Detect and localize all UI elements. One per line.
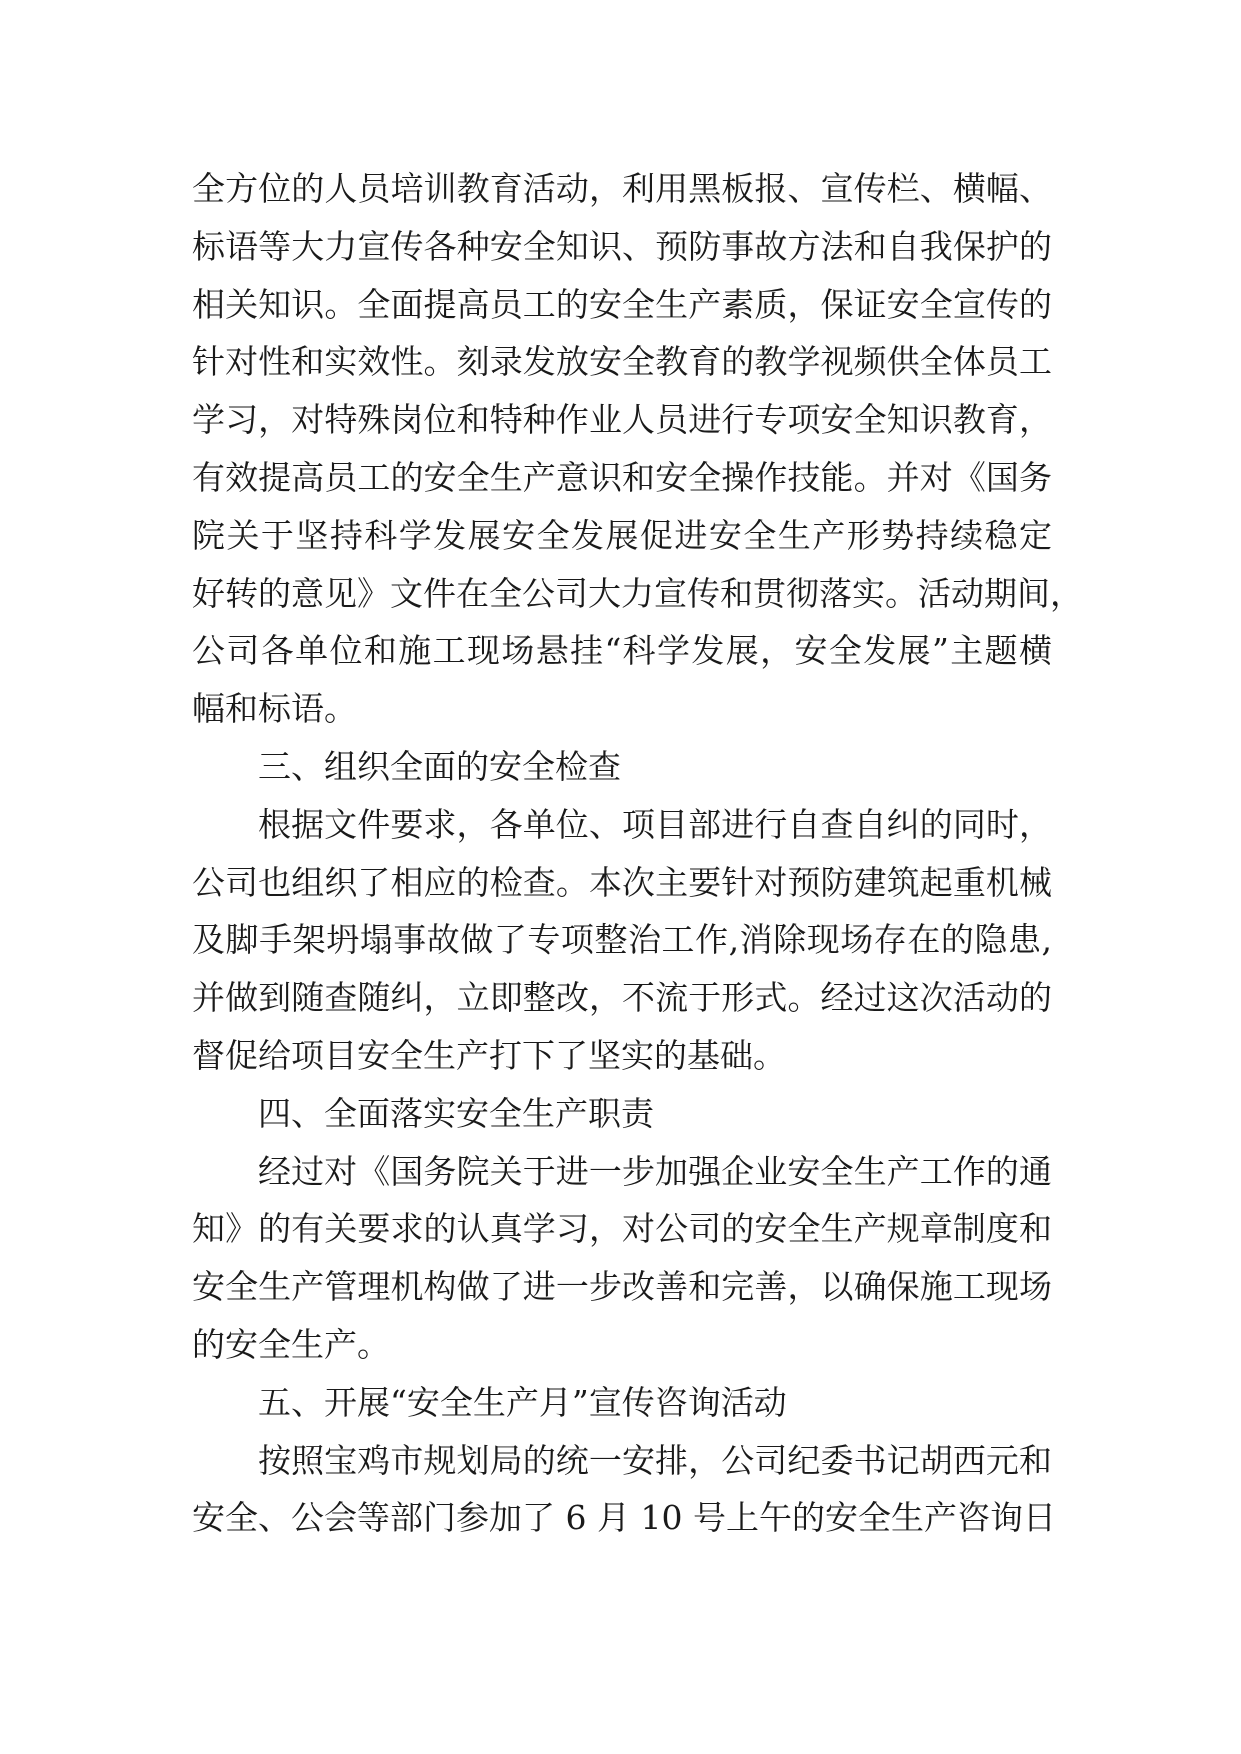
- text-line: 安全生产管理机构做了进一步改善和完善，以确保施工现场: [192, 1267, 1052, 1307]
- text-line: 并做到随查随纠，立即整改，不流于形式。经过这次活动的: [192, 978, 1052, 1018]
- text-line: 的安全生产。: [192, 1324, 390, 1364]
- text-line: 公司各单位和施工现场悬挂“科学发展，安全发展”主题横: [192, 631, 1052, 671]
- text-line: 标语等大力宣传各种安全知识、预防事故方法和自我保护的: [192, 226, 1052, 266]
- text-line: 好转的意见》文件在全公司大力宣传和贯彻落实。活动期间，: [192, 573, 1083, 613]
- text-line: 学习，对特殊岗位和特种作业人员进行专项安全知识教育，: [192, 400, 1052, 440]
- text-line: 安全、公会等部门参加了 6 月 10 号上午的安全生产咨询日: [192, 1498, 1056, 1538]
- section-heading: 五、开展“安全生产月”宣传咨询活动: [258, 1382, 787, 1422]
- text-line: 针对性和实效性。刻录发放安全教育的教学视频供全体员工: [192, 342, 1052, 382]
- text-line: 幅和标语。: [192, 689, 357, 729]
- document-body: [192, 160, 1083, 1547]
- text-line: 督促给项目安全生产打下了坚实的基础。: [192, 1035, 786, 1075]
- paragraph-first-line: 经过对《国务院关于进一步加强企业安全生产工作的通: [258, 1151, 1052, 1191]
- text-line: 公司也组织了相应的检查。本次主要针对预防建筑起重机械: [192, 862, 1052, 902]
- text-line: 全方位的人员培训教育活动，利用黑板报、宣传栏、横幅、: [192, 169, 1052, 208]
- text-line: 相关知识。全面提高员工的安全生产素质，保证安全宣传的: [192, 284, 1052, 324]
- paragraph-first-line: 按照宝鸡市规划局的统一安排，公司纪委书记胡西元和: [258, 1440, 1052, 1480]
- text-line: 有效提高员工的安全生产意识和安全操作技能。并对《国务: [192, 457, 1052, 497]
- text-line: 及脚手架坍塌事故做了专项整治工作,消除现场存在的隐患,: [192, 920, 1052, 960]
- text-line: 院关于坚持科学发展安全发展促进安全生产形势持续稳定: [192, 515, 1052, 555]
- section-heading: 三、组织全面的安全检查: [258, 746, 621, 786]
- section-heading: 四、全面落实安全生产职责: [258, 1093, 654, 1133]
- text-line: 知》的有关要求的认真学习，对公司的安全生产规章制度和: [192, 1209, 1052, 1249]
- paragraph-first-line: 根据文件要求，各单位、项目部进行自查自纠的同时，: [258, 804, 1052, 844]
